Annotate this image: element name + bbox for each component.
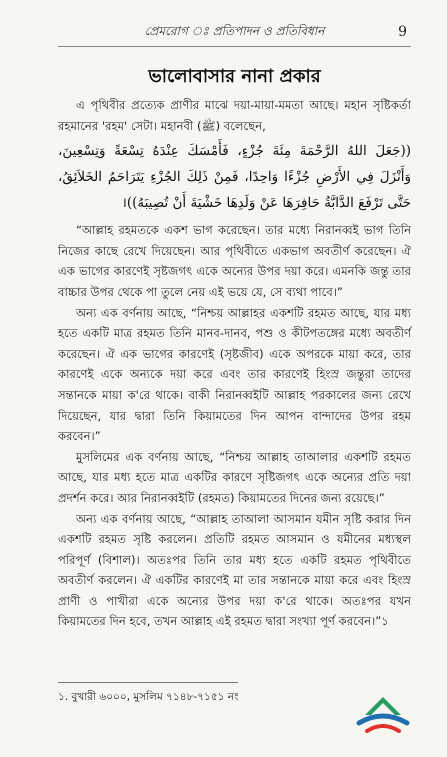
chapter-title: ভালোবাসার নানা প্রকার bbox=[148, 66, 321, 87]
page-number: 9 bbox=[398, 24, 407, 40]
body-text bbox=[58, 95, 411, 632]
paragraph-narration-4: অন্য এক বর্ণনায় আছে, “আল্লাহ তাআলা আসমান যমীন সৃষ্টি করার দিন একশটি রহমত সৃষ্টি করলেন। প্রতিটি রহমত আসমান ও যমীনের মধ্যস্থল পরিপূর্ণ (বিশাল)। অতঃপর তিনি তার মধ্য হতে একটি রহমত পৃথিবীতে অবতীর্ণ করলেন। ঐ একটির কারণেই মা তার সন্তানকে মায়া করে এবং হিংস্র প্রাণী ও পাখীরা একে অন্যের উপর দয়া ক'রে থাকে। অতঃপর যখন কিয়ামতের দিন হবে, তখন আল্লাহ এই রহমত দ্বারা সংখ্যা পূর্ণ করবেন।”১ bbox=[58, 511, 411, 629]
footnote-divider bbox=[58, 682, 238, 683]
paragraph-narration-2: অন্য এক বর্ণনায় আছে, “নিশ্চয় আল্লাহর একশটি রহমত আছে, যার মধ্য হতে একটি মাত্র রহমত তিনি মানব-দানব, পশু ও কীটপতঙ্গের মধ্যে অবতীর্ণ করেছেন। ঐ এক ভাগের কারণেই (সৃষ্টজীব) একে অপরকে মায়া করে, তার কারণেই একে অন্যকে দয়া করে এবং তার কারণেই হিংস্র জন্তুরা তাদের সন্তানকে মায়া ক'রে থাকে। বাকী নিরানব্বইটি আল্লাহ পরকালের জন্য রেখে দিয়েছেন, যার দ্বারা তিনি কিয়ামতের দিন আপন বান্দাদের উপর রহম করবেন।” bbox=[58, 305, 411, 444]
paragraph-muslim-narration: মুসলিমের এক বর্ণনায় আছে, “নিশ্চয় আল্লাহ তাআলার একশটি রহমত আছে, যার মধ্য হতে মাত্র একটির কারণে সৃষ্টিজগৎ একে অন্যের প্রতি দয়া প্রদর্শন করে। আর নিরানব্বইটি (রহমত) কিয়ামতের দিনের জন্য রয়েছে।” bbox=[58, 449, 411, 505]
header-divider bbox=[58, 46, 411, 47]
footnote: ১. বুখারী ৬০০০, মুসলিম ৭১৪৮-৭১৫১ নং bbox=[58, 691, 239, 703]
paragraph-intro: এ পৃথিবীর প্রত্যেক প্রাণীর মাঝে দয়া-মায়া-মমতা আছে। মহান সৃষ্টিকর্তা রহমানের 'রহম' সেটা। মহানবী (ﷺ) বলেছেন, bbox=[58, 98, 411, 133]
arabic-hadith-quote: ((جَعَلَ اللهُ الرَّحْمَةَ مِئَةَ جُزْءٍ، فَأَمْسَكَ عِنْدَهُ تِسْعَةً وَتِسْعِينَ، وَأَنْزَلَ فِي الأَرْضِ جُزْءًا وَاحِدًا، فَمِنْ ذَلِكَ الجُزْءِ يَتَرَاحَمُ الخَلاَئِقُ، حَتَّى تَرْفَعَ الدَّابَّةُ حَافِرَهَا عَنْ وَلَدِهَا خَشْيَةَ أَنْ تُصِيبَهُ))। bbox=[58, 143, 411, 212]
running-header: প্রেমরোগ ঃ প্রতিপাদন ও প্রতিবিধান bbox=[144, 24, 325, 38]
publisher-logo-icon bbox=[351, 693, 415, 741]
paragraph-translation: “আল্লাহ রহমতকে একশ ভাগ করেছেন। তার মধ্যে নিরানব্বই ভাগ তিনি নিজের কাছে রেখে দিয়েছেন। আর পৃথিবীতে একভাগ অবতীর্ণ করেছেন। ঐ এক ভাগের কারণেই সৃষ্টজগৎ একে অন্যের উপর দয়া করে। এমনকি জন্তু তার বাচ্চার উপর থেকে পা তুলে নেয় এই ভয়ে যে, সে ব্যথা পাবে।” bbox=[58, 223, 411, 299]
